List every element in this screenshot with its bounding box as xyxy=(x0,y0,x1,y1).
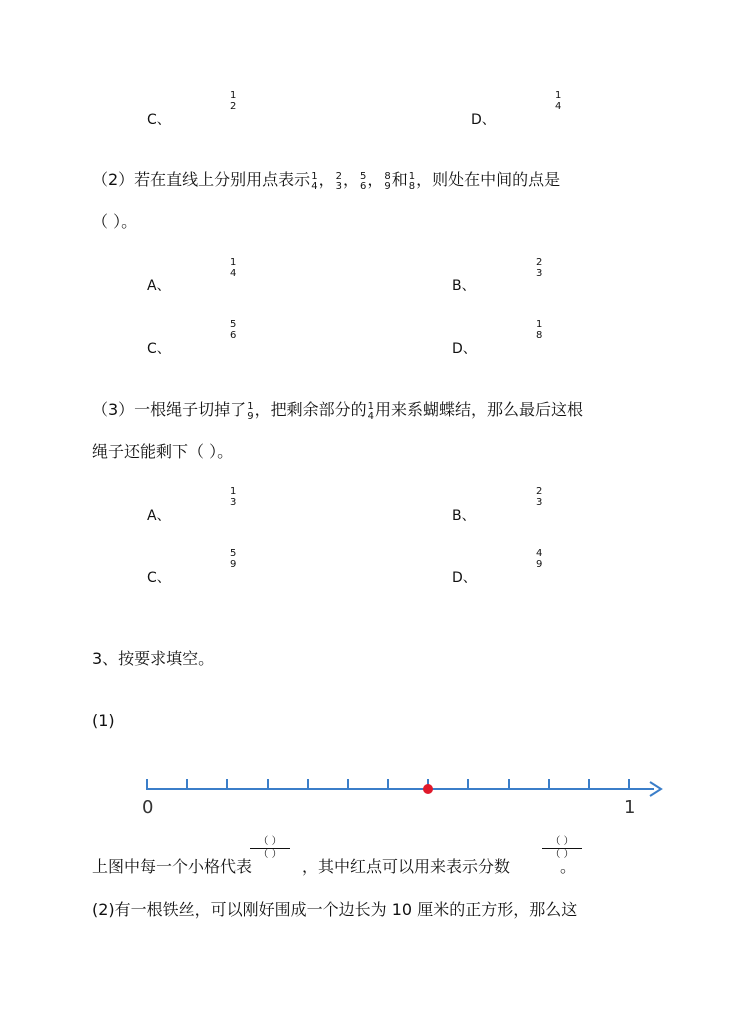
q2-option-b-fraction xyxy=(535,257,543,279)
option-c-fraction xyxy=(229,90,237,112)
q3-option-d-fraction xyxy=(535,548,543,570)
q2-option-b-num: 2 xyxy=(536,257,543,268)
q2-option-d-den: 8 xyxy=(536,330,543,341)
q3-option-d-den: 9 xyxy=(536,559,543,570)
blank-fraction-2[interactable] xyxy=(542,836,582,861)
q2-frac-2: 2 3 xyxy=(335,171,342,192)
section-3-title: 3、按要求填空。 xyxy=(92,649,215,668)
number-line-tick xyxy=(628,779,630,789)
q2-option-c-fraction xyxy=(229,319,237,341)
number-line-tick xyxy=(146,779,148,789)
q3-frac-2: 1 4 xyxy=(367,401,374,422)
number-line-end-label: 1 xyxy=(624,797,636,818)
number-line-tick xyxy=(387,779,389,789)
q3-frac-1: 1 9 xyxy=(247,401,254,422)
number-line-red-point xyxy=(423,784,433,794)
q3-option-a-num: 1 xyxy=(230,486,237,497)
number-line-tick xyxy=(548,779,550,789)
q2-option-a-fraction xyxy=(229,257,237,279)
q2-option-d-num: 1 xyxy=(536,319,543,330)
number-line-tick xyxy=(186,779,188,789)
q2-prefix: （2）若在直线上分别用点表示 xyxy=(92,170,311,189)
q3-part3: 用来系蝴蝶结，那么最后这根 xyxy=(374,400,583,419)
option-d-label: D、 xyxy=(471,112,496,128)
q3-option-d-label: D、 xyxy=(452,570,477,586)
q2-sep-3: ， xyxy=(367,170,384,189)
q3-option-b-fraction xyxy=(535,486,543,508)
sub-question-2: (2)有一根铁丝，可以刚好围成一个边长为 10 厘米的正方形，那么这 xyxy=(92,900,578,919)
blank-fraction-1[interactable] xyxy=(250,836,290,861)
q2-option-c-den: 6 xyxy=(230,330,237,341)
q3-option-b-num: 2 xyxy=(536,486,543,497)
fill-text-2: ，其中红点可以用来表示分数 xyxy=(302,857,511,876)
number-line-tick xyxy=(467,779,469,789)
number-line-start-label: 0 xyxy=(142,797,154,818)
q3-option-b-den: 3 xyxy=(536,497,543,508)
option-d-numerator: 1 xyxy=(555,90,562,101)
q2-option-a-label: A、 xyxy=(147,278,171,294)
option-c-denominator: 2 xyxy=(230,101,237,112)
q2-frac-4: 8 9 xyxy=(384,171,391,192)
q3-option-b-label: B、 xyxy=(452,508,476,524)
fill-text-3: 。 xyxy=(560,857,577,876)
number-line-tick xyxy=(347,779,349,789)
q3-option-c-num: 5 xyxy=(230,548,237,559)
q2-question-line2: （ ）。 xyxy=(92,212,138,231)
q2-sep-1: ， xyxy=(318,170,335,189)
number-line-tick xyxy=(588,779,590,789)
q2-option-b-label: B、 xyxy=(452,278,476,294)
q3-option-d-num: 4 xyxy=(536,548,543,559)
blank-fraction-2-den[interactable]: （ ） xyxy=(550,849,574,860)
number-line-tick xyxy=(427,779,429,789)
blank-fraction-1-den[interactable]: （ ） xyxy=(258,849,282,860)
option-c-label: C、 xyxy=(147,112,171,128)
q2-option-a-den: 4 xyxy=(230,268,237,279)
option-d-denominator: 4 xyxy=(555,101,562,112)
q2-question-line1 xyxy=(92,170,560,192)
q2-option-a-num: 1 xyxy=(230,257,237,268)
fill-text-1: 上图中每一个小格代表 xyxy=(92,857,253,876)
q3-option-c-label: C、 xyxy=(147,570,171,586)
q2-option-c-label: C、 xyxy=(147,341,171,357)
q3-question-line2: 绳子还能剩下（ ）。 xyxy=(92,442,234,461)
q3-option-a-den: 3 xyxy=(230,497,237,508)
number-line-tick xyxy=(508,779,510,789)
q3-question-line1 xyxy=(92,400,583,422)
q2-suffix: ，则处在中间的点是 xyxy=(416,170,561,189)
number-line-arrow-icon xyxy=(648,781,664,797)
option-c-numerator: 1 xyxy=(230,90,237,101)
q2-sep-2: ， xyxy=(342,170,359,189)
q2-and: 和 xyxy=(391,170,408,189)
fill-in-line-1 xyxy=(92,857,576,877)
q3-option-a-fraction xyxy=(229,486,237,508)
q2-option-d-fraction xyxy=(535,319,543,341)
q2-frac-3: 5 6 xyxy=(359,171,367,192)
q2-option-b-den: 3 xyxy=(536,268,543,279)
q3-option-c-den: 9 xyxy=(230,559,237,570)
number-line-tick xyxy=(267,779,269,789)
number-line-axis xyxy=(146,788,654,790)
sub-question-1-label: (1) xyxy=(92,711,115,730)
number-line-tick xyxy=(307,779,309,789)
q2-option-d-label: D、 xyxy=(452,341,477,357)
blank-fraction-1-num[interactable]: （ ） xyxy=(258,836,282,847)
blank-fraction-2-num[interactable]: （ ） xyxy=(550,836,574,847)
number-line-tick xyxy=(226,779,228,789)
q2-frac-5: 1 8 xyxy=(408,171,416,192)
q3-part2: ，把剩余部分的 xyxy=(254,400,367,419)
option-d-fraction xyxy=(554,90,562,112)
q3-option-a-label: A、 xyxy=(147,508,171,524)
q3-option-c-fraction xyxy=(229,548,237,570)
q2-option-c-num: 5 xyxy=(230,319,237,330)
q2-frac-1: 1 4 xyxy=(311,171,318,192)
q3-part1: （3）一根绳子切掉了 xyxy=(92,400,247,419)
